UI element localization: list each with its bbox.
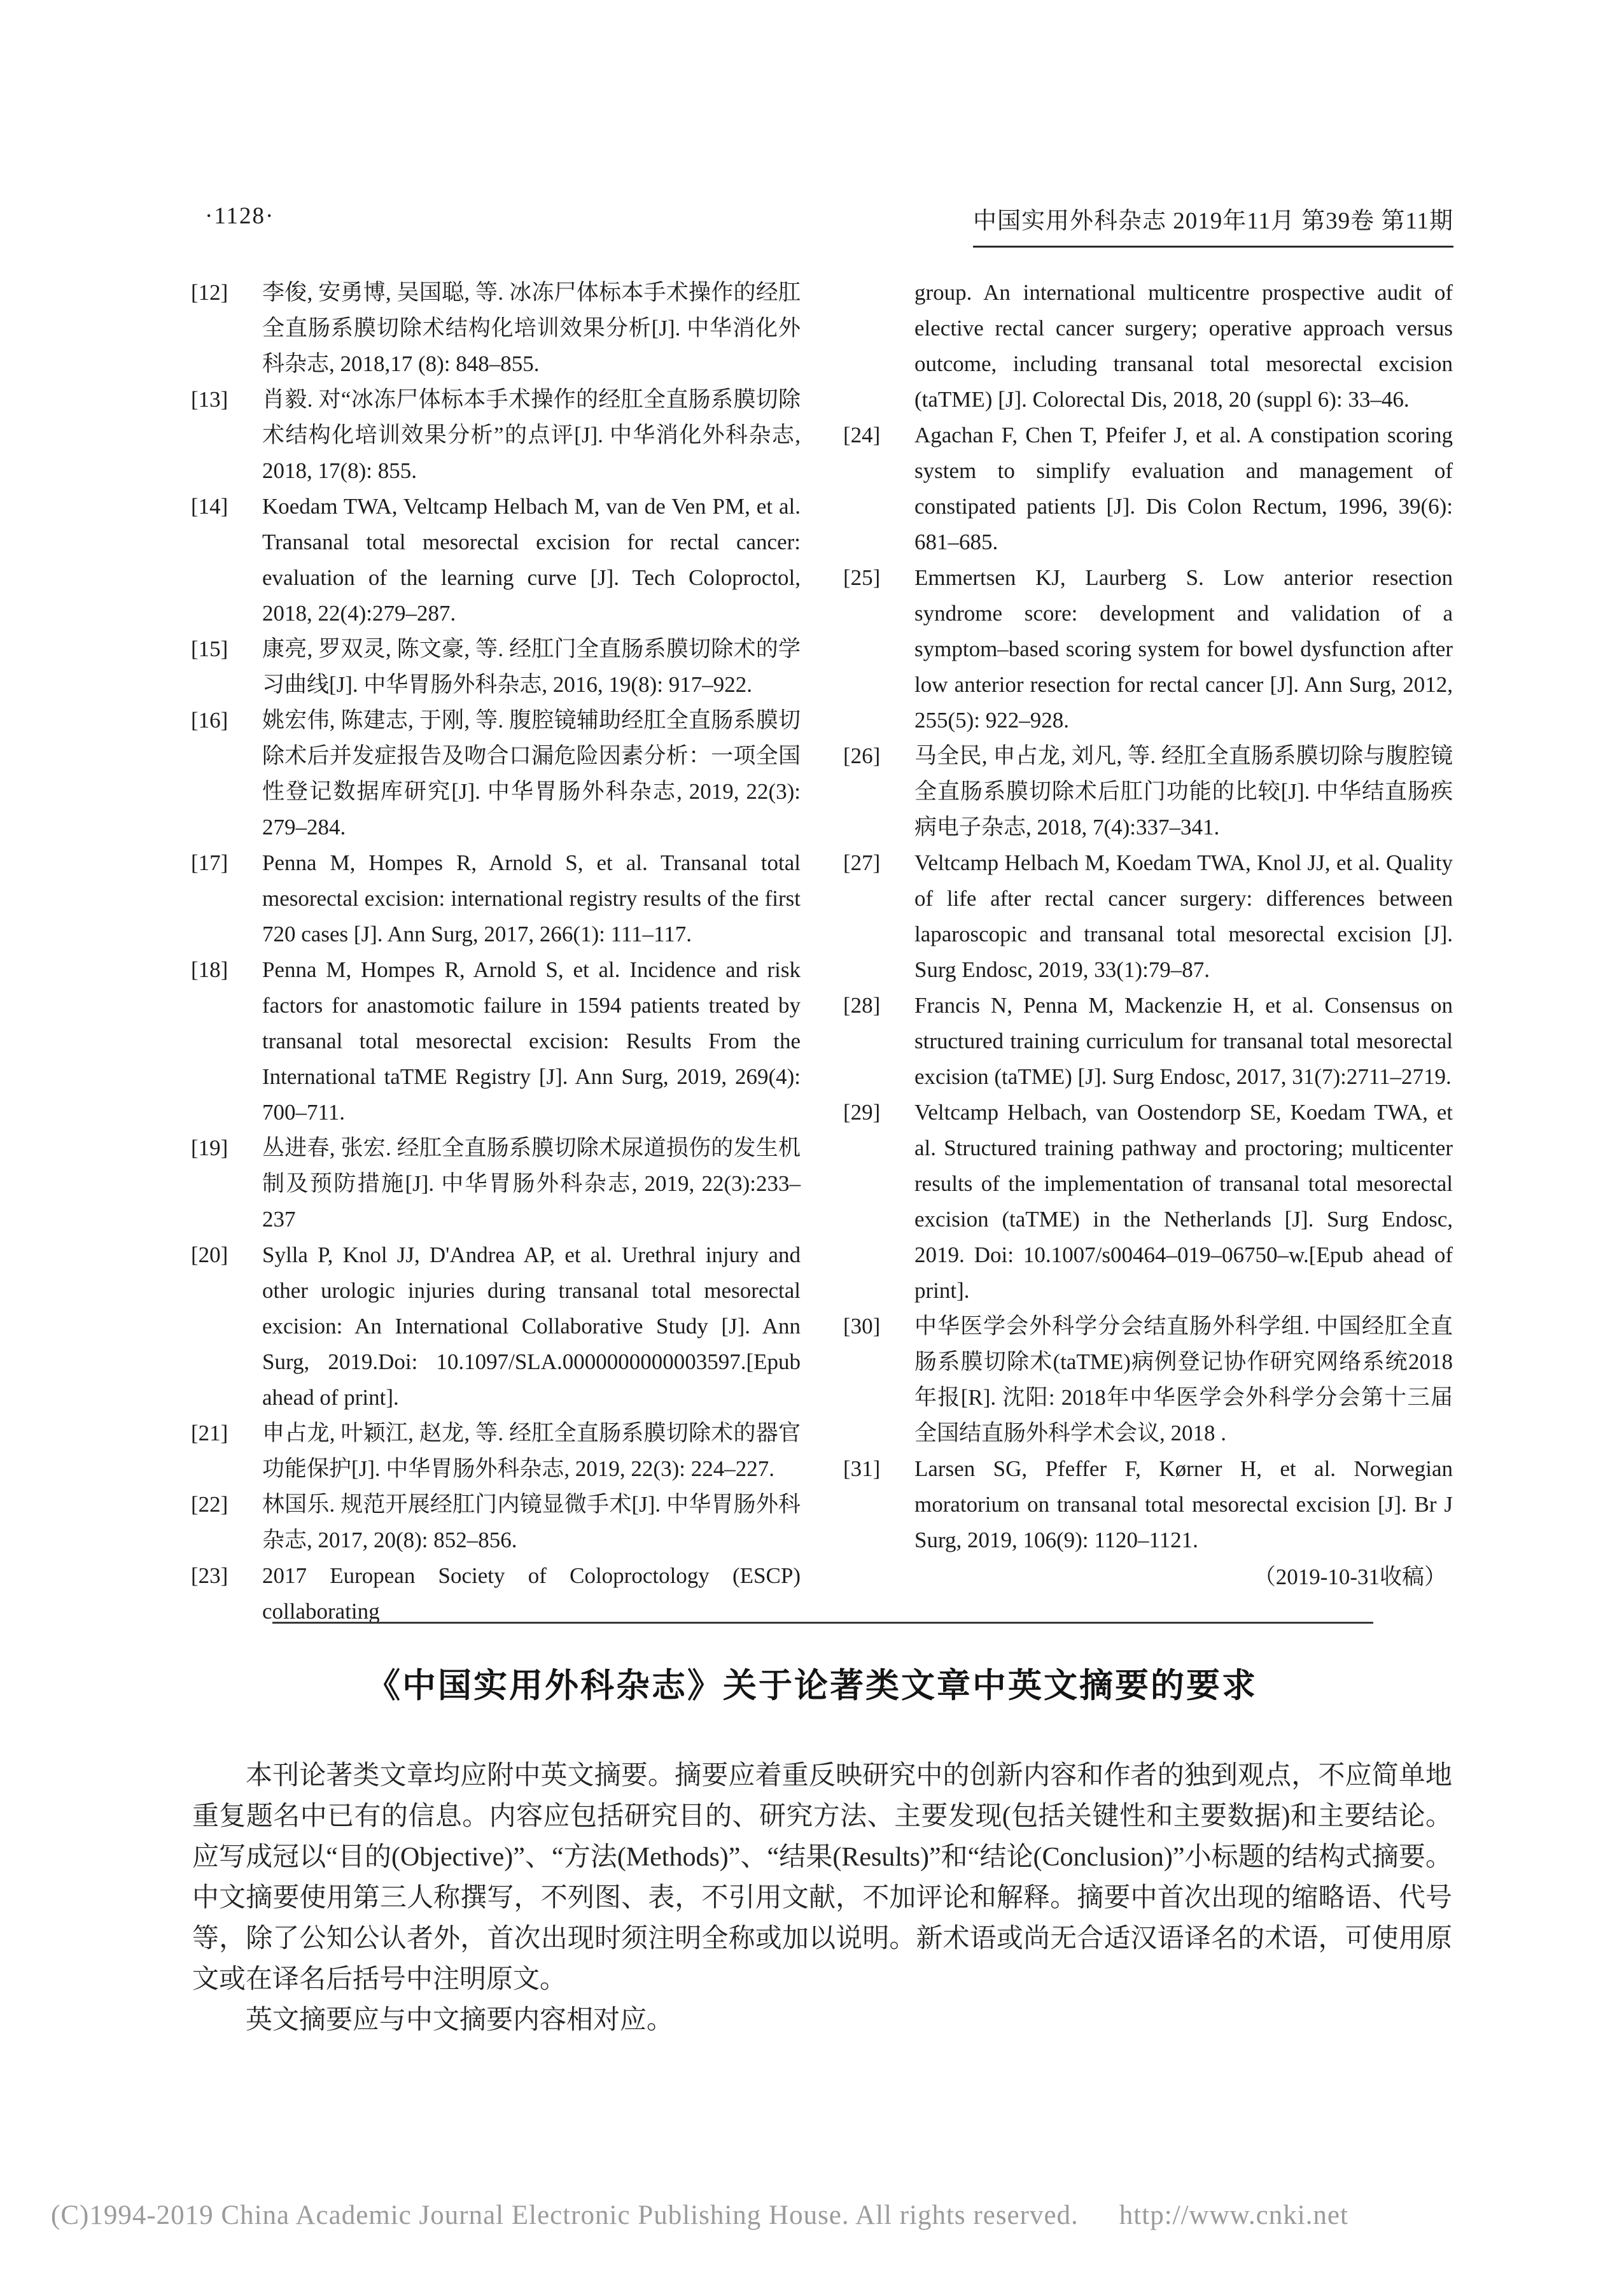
reference-number: [14] [191, 494, 228, 519]
copyright-footer [51, 2200, 1578, 2231]
reference-number: [23] [191, 1563, 228, 1588]
reference-item [191, 1558, 801, 1629]
reference-text: Agachan F, Chen T, Pfeifer J, et al. A constipation scoring system to simplify evaluation and management of constipated patients [J]. Dis Colon Rectum, 1996, 39(6): 681–685. [914, 423, 1453, 554]
reference-text: Koedam TWA, Veltcamp Helbach M, van de Ven PM, et al. Transanal total mesorectal excision for rectal cancer: evaluation of the learning curve [J]. Tech Coloproctol, 2018, 22(4):279–287. [262, 494, 801, 626]
reference-text: Emmertsen KJ, Laurberg S. Low anterior resection syndrome score: development and validation of a symptom–based scoring system for bowel dysfunction after low anterior resection for rectal cancer [J]. Ann Surg, 2012, 255(5): 922–928. [914, 565, 1453, 733]
reference-number: [16] [191, 708, 228, 733]
reference-text: 肖毅. 对“冰冻尸体标本手术操作的经肛全直肠系膜切除术结构化培训效果分析”的点评[J]. 中华消化外科杂志, 2018, 17(8): 855. [262, 387, 801, 483]
reference-number: [22] [191, 1492, 228, 1517]
reference-item [191, 489, 801, 631]
reference-text: 申占龙, 叶颖江, 赵龙, 等. 经肛全直肠系膜切除术的器官功能保护[J]. 中华胃肠外科杂志, 2019, 22(3): 224–227. [262, 1421, 801, 1481]
reference-text: 李俊, 安勇博, 吴国聪, 等. 冰冻尸体标本手术操作的经肛全直肠系膜切除术结构化培训效果分析[J]. 中华消化外科杂志, 2018,17 (8): 848–855. [262, 280, 801, 376]
journal-header: 中国实用外科杂志 2019年11月 第39卷 第11期 [973, 201, 1453, 248]
reference-continuation: group. An international multicentre prospective audit of elective rectal cancer surgery; operative approach versus outcome, including transanal total mesorectal excision (taTME) [J]. Colorectal Dis, 2018, 20 (suppl 6): 33–46. [914, 280, 1453, 412]
cnki-url: http://www.cnki.net [1119, 2200, 1348, 2230]
section-divider-line [272, 1622, 1373, 1624]
reference-item [191, 1237, 801, 1416]
reference-number: [17] [191, 850, 228, 875]
reference-text: 丛进春, 张宏. 经肛全直肠系膜切除术尿道损伤的发生机制及预防措施[J]. 中华胃肠外科杂志, 2019, 22(3):233–237 [262, 1135, 801, 1232]
reference-item [843, 845, 1453, 988]
reference-item [843, 1451, 1453, 1558]
reference-number: [19] [191, 1135, 228, 1160]
reference-text: Larsen SG, Pfeffer F, Kørner H, et al. Norwegian moratorium on transanal total mesorectal excision [J]. Br J Surg, 2019, 106(9): 1120–1121. [914, 1456, 1453, 1552]
reference-item [843, 738, 1453, 845]
reference-number: [26] [843, 743, 881, 768]
reference-number: [30] [843, 1314, 881, 1339]
reference-item [843, 988, 1453, 1095]
reference-text: Francis N, Penna M, Mackenzie H, et al. Consensus on structured training curriculum for transanal total mesorectal excision (taTME) [J]. Surg Endosc, 2017, 31(7):2711–2719. [914, 993, 1453, 1089]
reference-text: 姚宏伟, 陈建志, 于刚, 等. 腹腔镜辅助经肛全直肠系膜切除术后并发症报告及吻合口漏危险因素分析：一项全国性登记数据库研究[J]. 中华胃肠外科杂志, 2019, 22(3): 279–284. [262, 708, 801, 840]
reference-item [191, 1416, 801, 1487]
received-date-note: （2019-10-31收稿） [1253, 1564, 1446, 1589]
reference-item [191, 952, 801, 1130]
reference-item [843, 560, 1453, 738]
reference-number: [21] [191, 1421, 228, 1445]
reference-number: [31] [843, 1456, 881, 1481]
reference-item [191, 631, 801, 703]
reference-text: Sylla P, Knol JJ, D'Andrea AP, et al. Urethral injury and other urologic injuries during transanal total mesorectal excision: An International Collaborative Study [J]. Ann Surg, 2019.Doi: 10.1097/SLA.0000000000003597.[Epub ahead of print]. [262, 1242, 801, 1410]
reference-number: [28] [843, 993, 881, 1018]
references-left-column [191, 275, 801, 1629]
reference-item [191, 1130, 801, 1237]
reference-item [191, 1487, 801, 1558]
reference-text: 2017 European Society of Coloproctology (ESCP) collaborating [262, 1563, 801, 1624]
reference-number: [25] [843, 565, 881, 590]
reference-text: 中华医学会外科学分会结直肠外科学组. 中国经肛全直肠系膜切除术(taTME)病例登记协作研究网络系统2018年报[R]. 沈阳: 2018年中华医学会外科学分会第十三届全国结直肠外科学术会议, 2018 . [914, 1314, 1453, 1445]
reference-item [843, 1309, 1453, 1451]
reference-item [191, 382, 801, 489]
reference-number: [29] [843, 1100, 881, 1125]
page-number: ·1128· [205, 203, 275, 229]
reference-item [191, 845, 801, 952]
reference-number: [27] [843, 850, 881, 875]
reference-item [843, 1095, 1453, 1309]
copyright-text: (C)1994-2019 China Academic Journal Electronic Publishing House. All rights reserved. [51, 2200, 1079, 2230]
notice-title: 《中国实用外科杂志》关于论著类文章中英文摘要的要求 [367, 1667, 1257, 1705]
notice-body [192, 1755, 1452, 2041]
references-right-column [843, 275, 1453, 1595]
reference-text: Penna M, Hompes R, Arnold S, et al. Incidence and risk factors for anastomotic failure in 1594 patients treated by transanal total mesorectal excision: Results From the International taTME Registry [J]. Ann Surg, 2019, 269(4): 700–711. [262, 957, 801, 1125]
reference-number: [24] [843, 423, 881, 447]
reference-text: Penna M, Hompes R, Arnold S, et al. Transanal total mesorectal excision: international registry results of the first 720 cases [J]. Ann Surg, 2017, 266(1): 111–117. [262, 850, 801, 946]
reference-item [191, 275, 801, 382]
reference-item [843, 418, 1453, 560]
reference-number: [18] [191, 957, 228, 982]
reference-number: [15] [191, 636, 228, 661]
reference-item [191, 703, 801, 845]
reference-text: 马全民, 申占龙, 刘凡, 等. 经肛全直肠系膜切除与腹腔镜全直肠系膜切除术后肛门功能的比较[J]. 中华结直肠疾病电子杂志, 2018, 7(4):337–341. [914, 743, 1453, 840]
reference-text: Veltcamp Helbach, van Oostendorp SE, Koedam TWA, et al. Structured training pathway and proctoring; multicenter results of the implementation of transanal total mesorectal excision (taTME) in the Netherlands [J]. Surg Endosc, 2019. Doi: 10.1007/s00464–019–06750–w.[Epub ahead of print]. [914, 1100, 1453, 1303]
reference-number: [20] [191, 1242, 228, 1267]
reference-text: Veltcamp Helbach M, Koedam TWA, Knol JJ, et al. Quality of life after rectal cancer surgery: differences between laparoscopic and transanal total mesorectal excision [J]. Surg Endosc, 2019, 33(1):79–87. [914, 850, 1453, 982]
notice-paragraph: 本刊论著类文章均应附中英文摘要。摘要应着重反映研究中的创新内容和作者的独到观点，不应简单地重复题名中已有的信息。内容应包括研究目的、研究方法、主要发现(包括关键性和主要数据)和主要结论。应写成冠以“目的(Objective)”、“方法(Methods)”、“结果(Results)”和“结论(Conclusion)”小标题的结构式摘要。中文摘要使用第三人称撰写，不列图、表，不引用文献，不加评论和解释。摘要中首次出现的缩略语、代号等，除了公知公认者外，首次出现时须注明全称或加以说明。新术语或尚无合适汉语译名的术语，可使用原文或在译名后括号中注明原文。 [192, 1761, 1452, 1994]
reference-text: 林国乐. 规范开展经肛门内镜显微手术[J]. 中华胃肠外科杂志, 2017, 20(8): 852–856. [262, 1492, 801, 1552]
reference-number: [12] [191, 280, 228, 305]
notice-paragraph: 英文摘要应与中文摘要内容相对应。 [246, 2006, 674, 2035]
reference-text: 康亮, 罗双灵, 陈文豪, 等. 经肛门全直肠系膜切除术的学习曲线[J]. 中华胃肠外科杂志, 2016, 19(8): 917–922. [262, 636, 801, 697]
reference-number: [13] [191, 387, 228, 412]
